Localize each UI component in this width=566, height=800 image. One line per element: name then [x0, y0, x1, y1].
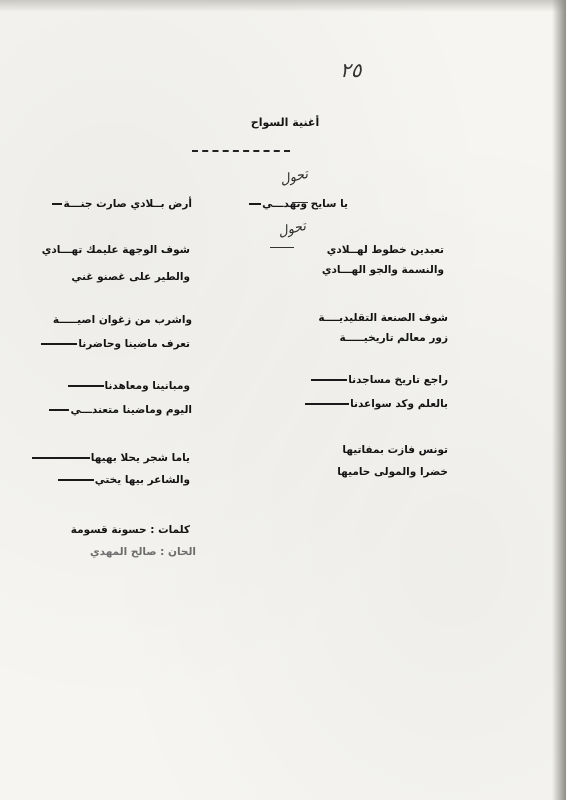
verse-line: راجع تاريخ مساجدنا — [311, 374, 448, 386]
verse-line: اليوم وماضينا متعندـــي — [49, 404, 192, 416]
verse-line: شوف الوجهة عليمك تهـــادي — [41, 244, 190, 256]
title-underline — [192, 150, 290, 152]
credits-lyrics: كلمات : حسونة قسومة — [70, 524, 190, 536]
verse-line: تعبدين خطوط لهــلادي — [326, 244, 444, 256]
verse-line: تونس فازت بمفاتيها — [342, 444, 448, 456]
verse-line: ومبانينا ومعاهدنا — [68, 380, 191, 392]
verse-line: يا سايح وتهدـــي — [249, 198, 348, 210]
verse-line: شوف الصنعة التقليديــــة — [318, 312, 448, 324]
song-title: أغنية السواح — [250, 116, 320, 129]
handwritten-annotation-1: تحول — [278, 166, 310, 189]
scan-shadow-top — [0, 0, 566, 12]
verse-line: تعرف ماضينا وحاضرنا — [41, 338, 190, 350]
credits-music: الحان : صالح المهدي — [90, 546, 196, 558]
verse-line: ياما شجر يحلا بهيها — [32, 452, 190, 464]
handwritten-annotation-2: تحول — [276, 218, 308, 241]
verse-line: زور معالم تاريخيـــــة — [339, 332, 448, 344]
verse-line: بالعلم وكد سواعدنا — [305, 398, 448, 410]
verse-line: خضرا والمولى حاميها — [337, 466, 448, 478]
verse-line: والطير على غصنو غني — [71, 271, 190, 283]
verse-line: واشرب من زغوان اصيـــــة — [52, 314, 192, 326]
strike-mark-2 — [270, 247, 294, 248]
verse-line: والشاعر بيها يختي — [58, 474, 190, 486]
scan-shadow-right — [552, 0, 566, 800]
verse-line: أرض بــلادي صارت جنـــة — [52, 198, 192, 210]
verse-line: والنسمة والجو الهـــادي — [321, 264, 444, 276]
page-number: ٢٥ — [340, 58, 362, 82]
